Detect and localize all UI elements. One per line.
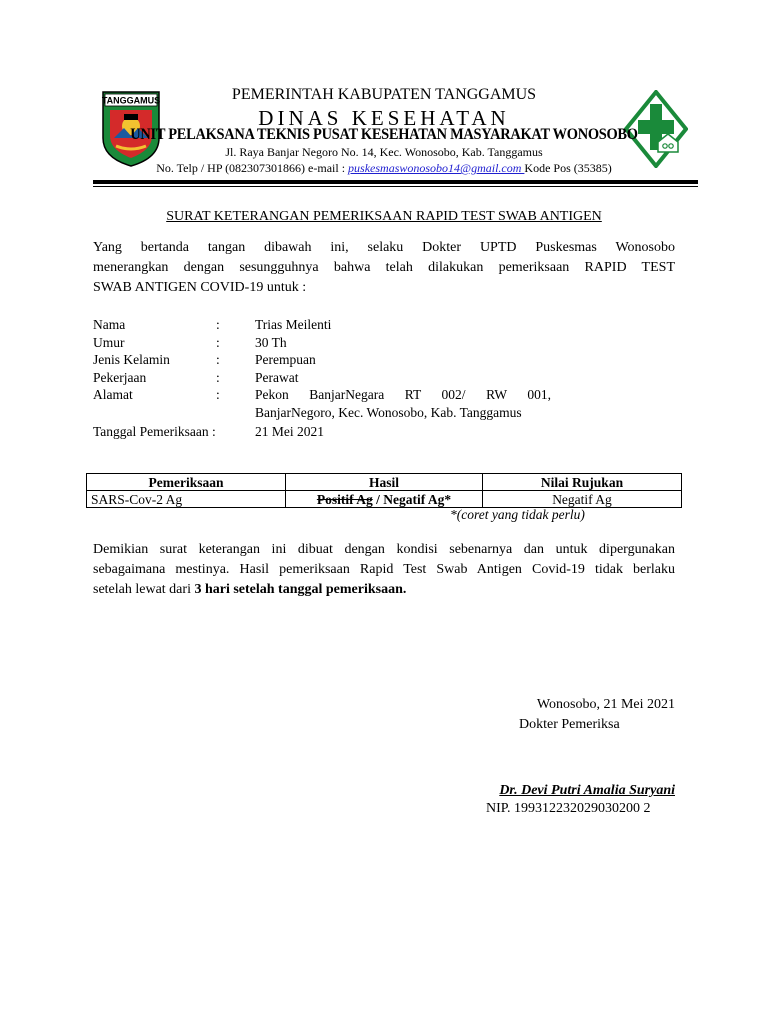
closing-line-2: sebagaimana mestinya. Hasil pemeriksaan Rapid Test Swab Antigen Covid-19 tidak berlaku — [93, 562, 675, 577]
place-date: Wonosobo, 21 Mei 2021 — [536, 697, 675, 712]
field-value: Trias Meilenti — [255, 317, 332, 332]
field-colon: : — [216, 352, 220, 367]
field-value: Perempuan — [255, 352, 316, 367]
test-result — [286, 491, 483, 508]
government-name: PEMERINTAH KABUPATEN TANGGAMUS — [231, 86, 537, 103]
field-colon: : — [216, 387, 220, 402]
field-label: Alamat — [93, 387, 133, 402]
intro-paragraph — [93, 238, 675, 298]
unit-name: UNIT PELAKSANA TEKNIS PUSAT KESEHATAN MASYARAKAT WONOSOBO — [130, 126, 638, 143]
closing-line-1: Demikian surat keterangan ini dibuat dengan kondisi sebenarnya dan untuk dipergunakan — [93, 542, 675, 557]
email-link[interactable]: puskesmaswonosobo14@gmail.com — [348, 161, 525, 175]
signer-role: Dokter Pemeriksa — [519, 717, 620, 732]
field-label: Jenis Kelamin — [93, 352, 170, 367]
header-rule-thick — [93, 180, 698, 184]
letter-title: SURAT KETERANGAN PEMERIKSAAN RAPID TEST SWAB ANTIGEN — [166, 209, 602, 224]
result-value: Negatif Ag* — [383, 491, 452, 507]
reference-value: Negatif Ag — [483, 491, 682, 508]
field-colon: : — [216, 370, 220, 385]
closing-paragraph — [93, 540, 675, 600]
address-line: Jl. Raya Banjar Negoro No. 14, Kec. Wonosobo, Kab. Tanggamus — [225, 145, 543, 159]
header-rule-thin — [93, 186, 698, 187]
intro-line-1: Yang bertanda tangan dibawah ini, selaku Dokter UPTD Puskesmas Wonosobo — [93, 240, 675, 255]
field-colon: : — [216, 335, 220, 350]
intro-line-2: menerangkan dengan sesungguhnya bahwa telah dilakukan pemeriksaan RAPID TEST — [93, 260, 675, 275]
field-value: Perawat — [255, 370, 299, 385]
field-label: Umur — [93, 335, 125, 350]
validity-period: 3 hari setelah tanggal pemeriksaan. — [194, 582, 407, 597]
field-value-line-2: BanjarNegoro, Kec. Wonosobo, Kab. Tanggamus — [255, 405, 522, 420]
contact-line — [0, 161, 768, 176]
results-table — [86, 473, 682, 508]
emblem-label: TANGGAMUS — [101, 95, 161, 106]
contact-prefix: No. Telp / HP (082307301866) e-mail : — [156, 161, 349, 175]
table-header: Nilai Rujukan — [483, 474, 682, 491]
table-row — [87, 491, 682, 508]
field-label: Pekerjaan — [93, 370, 147, 385]
field-label: Nama — [93, 317, 126, 332]
field-value: 30 Th — [255, 335, 287, 350]
result-separator: / — [372, 491, 384, 507]
table-header-row — [87, 474, 682, 491]
field-value-line-1: Pekon BanjarNegara RT 002/ RW 001, — [255, 387, 551, 402]
closing-line-3 — [93, 580, 675, 600]
table-header: Pemeriksaan — [87, 474, 286, 491]
intro-line-3: SWAB ANTIGEN COVID-19 untuk : — [93, 280, 307, 295]
strike-note: *(coret yang tidak perlu) — [450, 507, 585, 522]
result-struck: Positif Ag — [316, 491, 373, 507]
field-colon: : — [216, 317, 220, 332]
closing-prefix: setelah lewat dari — [93, 582, 195, 597]
field-value: 21 Mei 2021 — [255, 424, 324, 439]
test-name: SARS-Cov-2 Ag — [87, 491, 286, 508]
department-name: DINAS KESEHATAN — [258, 106, 510, 130]
table-header: Hasil — [286, 474, 483, 491]
doctor-nip: NIP. 199312232029030200 2 — [486, 801, 651, 816]
field-label: Tanggal Pemeriksaan : — [93, 424, 216, 439]
doctor-name: Dr. Devi Putri Amalia Suryani — [499, 783, 675, 798]
contact-suffix: Kode Pos (35385) — [524, 161, 612, 175]
